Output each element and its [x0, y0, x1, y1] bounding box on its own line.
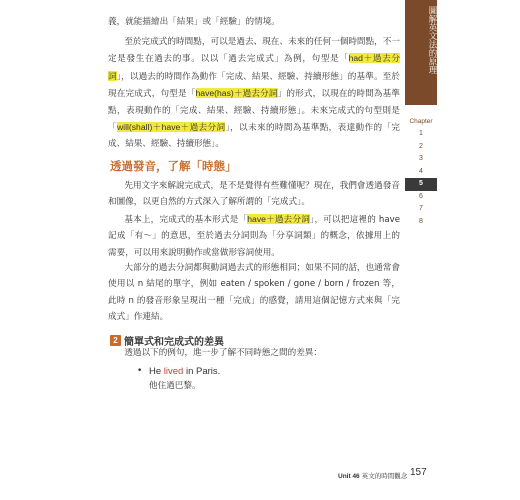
chapter-item-7: 7 [419, 205, 423, 212]
chapter-item-4: 4 [419, 167, 423, 175]
paragraph-text: 至於完成式的時間點，可以是過去、現在、未來的任何一個時間點，不一定是發生在過去的事。以以「過去完成式」為例，句型是「 [108, 37, 400, 65]
example-text: He [149, 366, 164, 377]
chapter-list [405, 128, 437, 228]
section-number-badge: 2 [110, 335, 121, 346]
example-text: in Paris. [183, 366, 221, 377]
paragraph-text: 」，以未來的時間為基準點，表達動作的「完成、結果、經驗、持續形態」。 [108, 123, 400, 150]
chapter-item-8: 8 [419, 217, 423, 225]
chapter-item-1: 1 [419, 130, 423, 137]
paragraph-5 [108, 260, 400, 326]
page-footer [338, 471, 407, 480]
paragraph-text: 」，可以把這裡的 have 記成「有～」的意思，至於過去分詞則為「分享詞類」的概念，依據用上的需要，可以用來說明動作或當做形容詞使用。 [108, 215, 400, 258]
page-number: 157 [410, 467, 427, 478]
highlight-present-perfect-formula: have(has)＋過去分詞 [195, 88, 278, 99]
chapter-sidebar [405, 0, 437, 500]
chapter-item-3: 3 [419, 155, 423, 162]
book-title: 圖解英文法的原理 [427, 6, 437, 74]
paragraph-text: 透過以下的例句，進一步了解不同時態之間的差異： [124, 348, 322, 358]
chapter-item-5-active: 5 [405, 178, 437, 191]
section-heading-pronunciation: 透過發音，了解「時態」 [110, 159, 237, 173]
footer-unit-title: 英文的時間觀念 [361, 472, 408, 480]
section-2-heading [110, 330, 224, 348]
paragraph-text: 」，以過去的時間作為動作「完成、結果、經驗、持續形態」的基準。至於現在完成式，句型是「 [108, 71, 400, 100]
footer-unit: Unit 46 [338, 473, 360, 480]
example-verb: lived [163, 366, 184, 377]
bullet-icon: • [137, 366, 143, 376]
paragraph-2 [108, 34, 400, 153]
highlight-have-formula: have＋過去分詞 [247, 214, 311, 224]
paragraph-1 [108, 14, 400, 30]
book-title-tab [405, 0, 437, 105]
paragraph-4 [108, 211, 400, 261]
highlight-past-perfect-formula: had＋過去分詞 [108, 53, 400, 81]
section-title: 簡單式和完成式的差異 [124, 337, 224, 348]
paragraph-text: 先用文字來解說完成式，是不是覺得有些難懂呢？現在，我們會透過發音和圖像，以更自然的方式深入了解所謂的「完成式」。 [108, 181, 400, 208]
paragraph-text: 基本上，完成式的基本形式是「 [124, 215, 248, 225]
paragraph-3 [108, 178, 400, 211]
example-english [149, 366, 220, 377]
example-translation: 他住過巴黎。 [149, 381, 201, 391]
paragraph-6 [108, 345, 400, 361]
highlight-future-perfect-formula: will(shall)＋have＋過去分詞 [116, 122, 226, 133]
chapter-label: Chapter [409, 118, 433, 125]
paragraph-text: 」的形式，以現在的時間為基準點，表現動作的「完成、結果、經驗、持續形態」。未來完成式的句型則是「 [108, 89, 400, 134]
chapter-item-6: 6 [419, 192, 423, 200]
paragraph-text: 大部分的過去分詞都與動詞過去式的形態相同；如果不同的話，也通常會使用以 n 結尾的單字，例如 eaten / spoken / gone / born / frozen 等，此時 n 的發音形象呈現出一種「完成」的感覺，請用這個記憶方式來與「完成式」作連結。 [108, 263, 400, 323]
paragraph-text: 義，就能描繪出「結果」或「經驗」的情境。 [108, 17, 280, 27]
chapter-item-2: 2 [419, 142, 423, 150]
